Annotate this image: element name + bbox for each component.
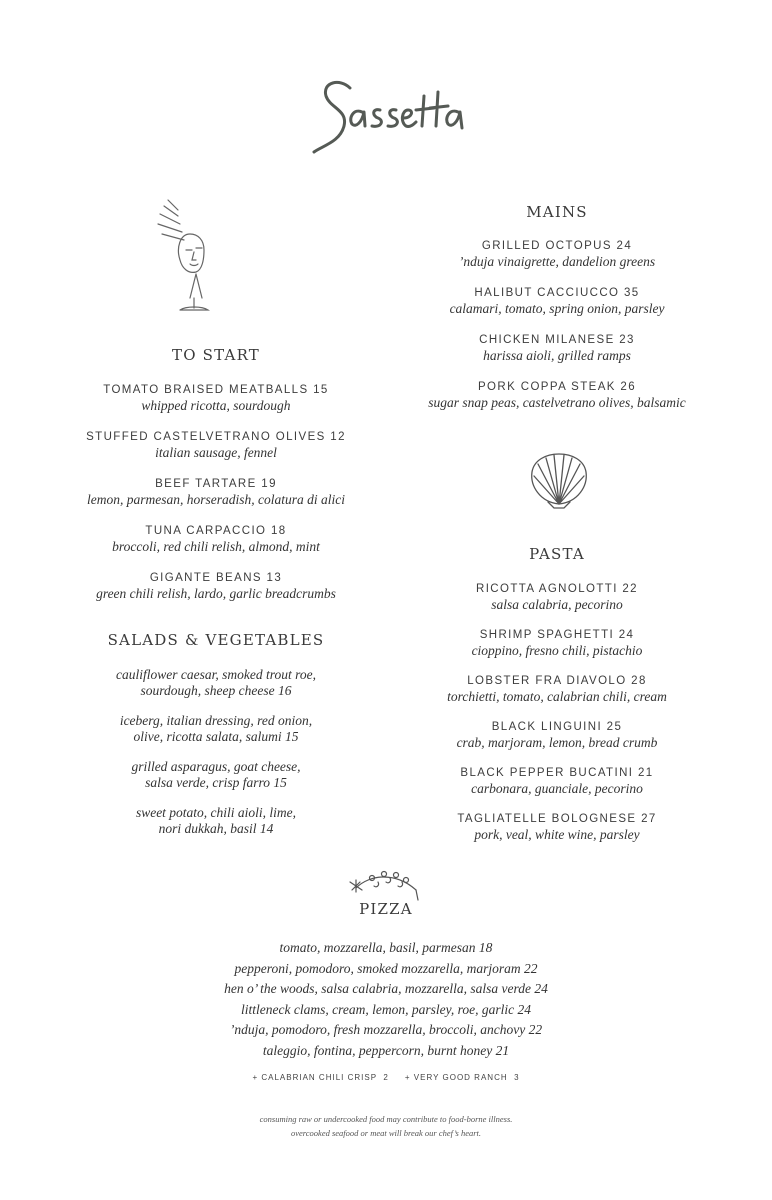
menu-item — [404, 581, 710, 613]
scallop-shell-icon — [526, 450, 592, 510]
menu-item — [404, 765, 710, 797]
item-desc: pork, veal, white wine, parsley — [474, 827, 640, 842]
pizza-item: littleneck clams, cream, lemon, parsley, roe, garlic 24 — [241, 1001, 531, 1017]
pizza-title: PIZZA — [359, 900, 413, 918]
menu-item — [404, 811, 710, 843]
salad-line: sourdough, sheep cheese 16 — [140, 683, 292, 698]
salad-line: olive, ricotta salata, salumi 15 — [133, 729, 299, 744]
salad-line: iceberg, italian dressing, red onion, — [119, 713, 313, 728]
item-desc: green chili relish, lardo, garlic breadcrumbs — [96, 586, 336, 601]
item-name: PORK COPPA STEAK 26 — [477, 381, 637, 393]
salad-item — [62, 805, 370, 837]
item-desc: cioppino, fresno chili, pistachio — [471, 643, 643, 658]
menu-item — [404, 673, 710, 705]
item-desc: carbonara, guanciale, pecorino — [471, 781, 643, 796]
menu-item — [62, 570, 370, 602]
salad-line: salsa verde, crisp farro 15 — [145, 775, 287, 790]
item-name: BLACK LINGUINI 25 — [491, 721, 623, 733]
vine-sprig-icon — [346, 866, 422, 904]
menu-item — [404, 719, 710, 751]
item-desc: broccoli, red chili relish, almond, mint — [112, 539, 320, 554]
menu-item — [404, 332, 710, 364]
item-name: TUNA CARPACCIO 18 — [145, 525, 287, 537]
item-desc: sugar snap peas, castelvetrano olives, balsamic — [428, 395, 686, 410]
pizza-section — [160, 900, 612, 1082]
salad-item — [62, 713, 370, 745]
item-name: SHRIMP SPAGHETTI 24 — [479, 629, 635, 641]
menu-item — [62, 429, 370, 461]
menu-item — [404, 238, 710, 270]
item-name: STUFFED CASTELVETRANO OLIVES 12 — [86, 431, 346, 443]
item-name: CHICKEN MILANESE 23 — [479, 334, 635, 346]
disclaimer-line: consuming raw or undercooked food may contribute to food-borne illness. — [259, 1114, 513, 1124]
face-sketch-icon — [150, 194, 230, 316]
pizza-addons: + CALABRIAN CHILI CRISP 2 + VERY GOOD RANCH 3 — [252, 1073, 520, 1082]
salad-line: nori dukkah, basil 14 — [158, 821, 274, 836]
salad-line: sweet potato, chili aioli, lime, — [135, 805, 297, 820]
salad-item — [62, 667, 370, 699]
item-name: TOMATO BRAISED MEATBALLS 15 — [103, 384, 329, 396]
mains-title: MAINS — [526, 203, 588, 221]
item-desc: salsa calabria, pecorino — [491, 597, 623, 612]
pasta-column — [404, 545, 710, 843]
menu-item — [62, 382, 370, 414]
item-name: TAGLIATELLE BOLOGNESE 27 — [457, 813, 657, 825]
item-name: GIGANTE BEANS 13 — [149, 572, 283, 584]
salad-line: cauliflower caesar, smoked trout roe, — [116, 667, 316, 682]
item-name: RICOTTA AGNOLOTTI 22 — [476, 583, 638, 595]
pizza-item: pepperoni, pomodoro, smoked mozzarella, marjoram 22 — [234, 960, 538, 976]
menu-item — [404, 379, 710, 411]
item-name: HALIBUT CACCIUCCO 35 — [474, 287, 640, 299]
salads-title: SALADS & VEGETABLES — [107, 631, 325, 649]
item-desc: lemon, parmesan, horseradish, colatura di alici — [87, 492, 345, 507]
menu-item — [62, 476, 370, 508]
item-name: GRILLED OCTOPUS 24 — [481, 240, 633, 252]
item-name: BEEF TARTARE 19 — [155, 478, 277, 490]
item-desc: harissa aioli, grilled ramps — [483, 348, 631, 363]
menu-item — [404, 285, 710, 317]
menu-item — [62, 523, 370, 555]
brand-logo — [300, 60, 480, 160]
item-desc: whipped ricotta, sourdough — [141, 398, 291, 413]
item-desc: crab, marjoram, lemon, bread crumb — [456, 735, 658, 750]
pizza-item: ’nduja, pomodoro, fresh mozzarella, broccoli, anchovy 22 — [229, 1022, 543, 1037]
item-desc: italian sausage, fennel — [155, 445, 277, 460]
disclaimer-line: overcooked seafood or meat will break our chef’s heart. — [290, 1128, 482, 1138]
item-desc: ’nduja vinaigrette, dandelion greens — [458, 254, 656, 269]
salad-line: grilled asparagus, goat cheese, — [131, 759, 301, 774]
left-column — [62, 346, 370, 837]
item-desc: torchietti, tomato, calabrian chili, cream — [447, 689, 667, 704]
pizza-item: taleggio, fontina, peppercorn, burnt honey 21 — [262, 1042, 510, 1058]
item-name: LOBSTER FRA DIAVOLO 28 — [467, 675, 647, 687]
to-start-title: TO START — [172, 346, 260, 364]
pizza-item: hen o’ the woods, salsa calabria, mozzarella, salsa verde 24 — [224, 981, 548, 996]
pasta-title: PASTA — [529, 545, 585, 563]
item-desc: calamari, tomato, spring onion, parsley — [449, 301, 665, 316]
disclaimer — [160, 1112, 612, 1140]
right-column — [404, 203, 710, 411]
menu-item — [404, 627, 710, 659]
item-name: BLACK PEPPER BUCATINI 21 — [460, 767, 654, 779]
salad-item — [62, 759, 370, 791]
pizza-item: tomato, mozzarella, basil, parmesan 18 — [279, 940, 493, 955]
